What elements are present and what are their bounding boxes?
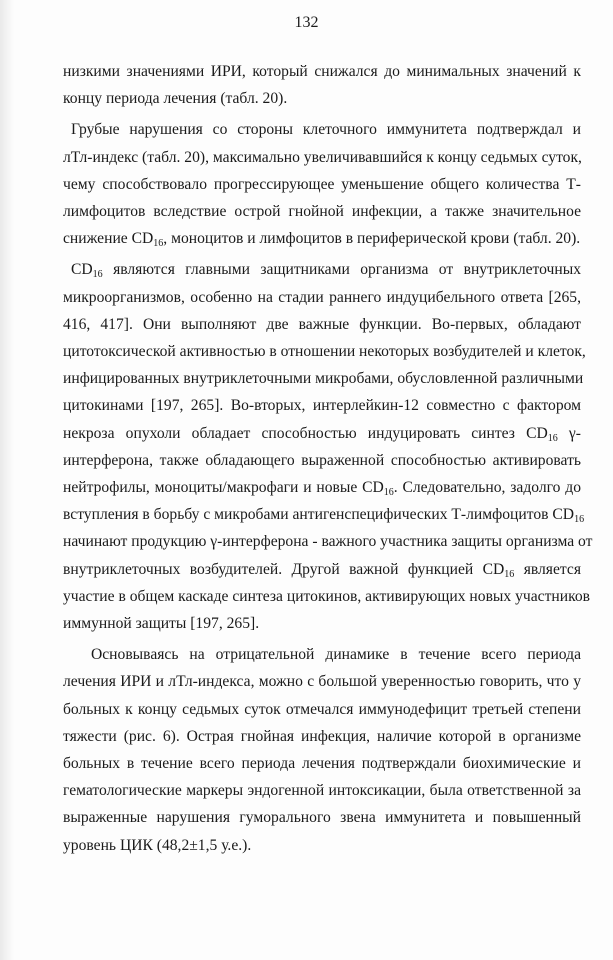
text-line: Основываясь на отрицательной динамике в течение всего периода xyxy=(91,646,581,664)
body-text xyxy=(63,58,593,863)
text-line: цитокинами [197, 265]. Во-вторых, интерлейкин-12 совместно с фактором xyxy=(63,397,581,415)
text-line: Грубые нарушения со стороны клеточного иммунитета подтверждал и xyxy=(71,121,581,139)
text-line: вступления в борьбу с микробами антигенспецифических Т-лимфоцитов $CD_{16}$ xyxy=(63,506,585,526)
text-line: тяжести (рис. 6). Острая гнойная инфекция, наличие которой в организме xyxy=(63,727,581,745)
paragraph-2 xyxy=(63,116,581,252)
text-line: микроорганизмов, особенно на стадии раннего индуцибельного ответа [265, xyxy=(63,288,581,306)
scan-shadow-edge xyxy=(0,0,14,960)
text-line: цитотоксической активностью в отношении некоторых возбудителей и клеток, xyxy=(63,343,586,361)
text-line: лимфоцитов вследствие острой гнойной инфекции, а также значительное xyxy=(63,203,581,221)
text-line: участие в общем каскаде синтеза цитокинов, активирующих новых участников xyxy=(63,587,591,605)
text-line: больных в течение всего периода лечения подтверждали биохимические и xyxy=(63,755,581,773)
text-line: внутриклеточных возбудителей. Другой важной функцией $CD_{16}$ является xyxy=(63,560,581,580)
text-line: больных к концу седьмых суток отмечался иммунодефицит третьей степени xyxy=(63,700,581,718)
paragraph-1 xyxy=(63,58,581,112)
text-line: 416, 417]. Они выполняют две важные функции. Во-первых, обладают xyxy=(63,315,581,333)
text-line: выраженные нарушения гуморального звена иммунитета и повышенный xyxy=(63,809,581,827)
text-line: снижение $CD_{16}$, моноцитов и лимфоцитов в периферической крови (табл. 20). xyxy=(63,230,581,250)
text-line: лТл-индекс (табл. 20), максимально увеличивавшийся к концу седьмых суток, xyxy=(63,148,582,166)
text-line: нейтрофилы, моноциты/макрофаги и новые $CD_{16}$. Следовательно, задолго до xyxy=(63,479,581,499)
page-number: 132 xyxy=(294,14,319,31)
text-line: $CD_{16}$ являются главными защитниками организма от внутриклеточных xyxy=(71,261,581,281)
text-line: уровень ЦИК (48,2±1,5 у.е.). xyxy=(63,836,252,854)
text-line: чему способствовало прогрессирующее уменьшение общего количества Т- xyxy=(63,175,581,193)
text-line: начинают продукцию γ-интерферона - важного участника защиты организма от xyxy=(63,533,593,551)
text-line: интерферона, также обладающего выраженной способностью активировать xyxy=(63,451,581,469)
paragraph-3 xyxy=(63,256,593,637)
text-line: инфицированных внутриклеточными микробами, обусловленной различными xyxy=(63,370,584,388)
text-line: некроза опухоли обладает способностью индуцировать синтез $CD_{16}$ γ- xyxy=(63,424,582,444)
paragraph-4 xyxy=(63,641,581,859)
text-line: низкими значениями ИРИ, который снижался до минимальных значений к xyxy=(63,63,581,80)
text-line: концу периода лечения (табл. 20). xyxy=(63,90,288,108)
text-line: гематологические маркеры эндогенной интоксикации, была ответственной за xyxy=(63,782,581,800)
text-line: лечения ИРИ и лТл-индекса, можно с большой уверенностью говорить, что у xyxy=(63,673,581,691)
text-line: иммунной защиты [197, 265]. xyxy=(63,615,260,633)
